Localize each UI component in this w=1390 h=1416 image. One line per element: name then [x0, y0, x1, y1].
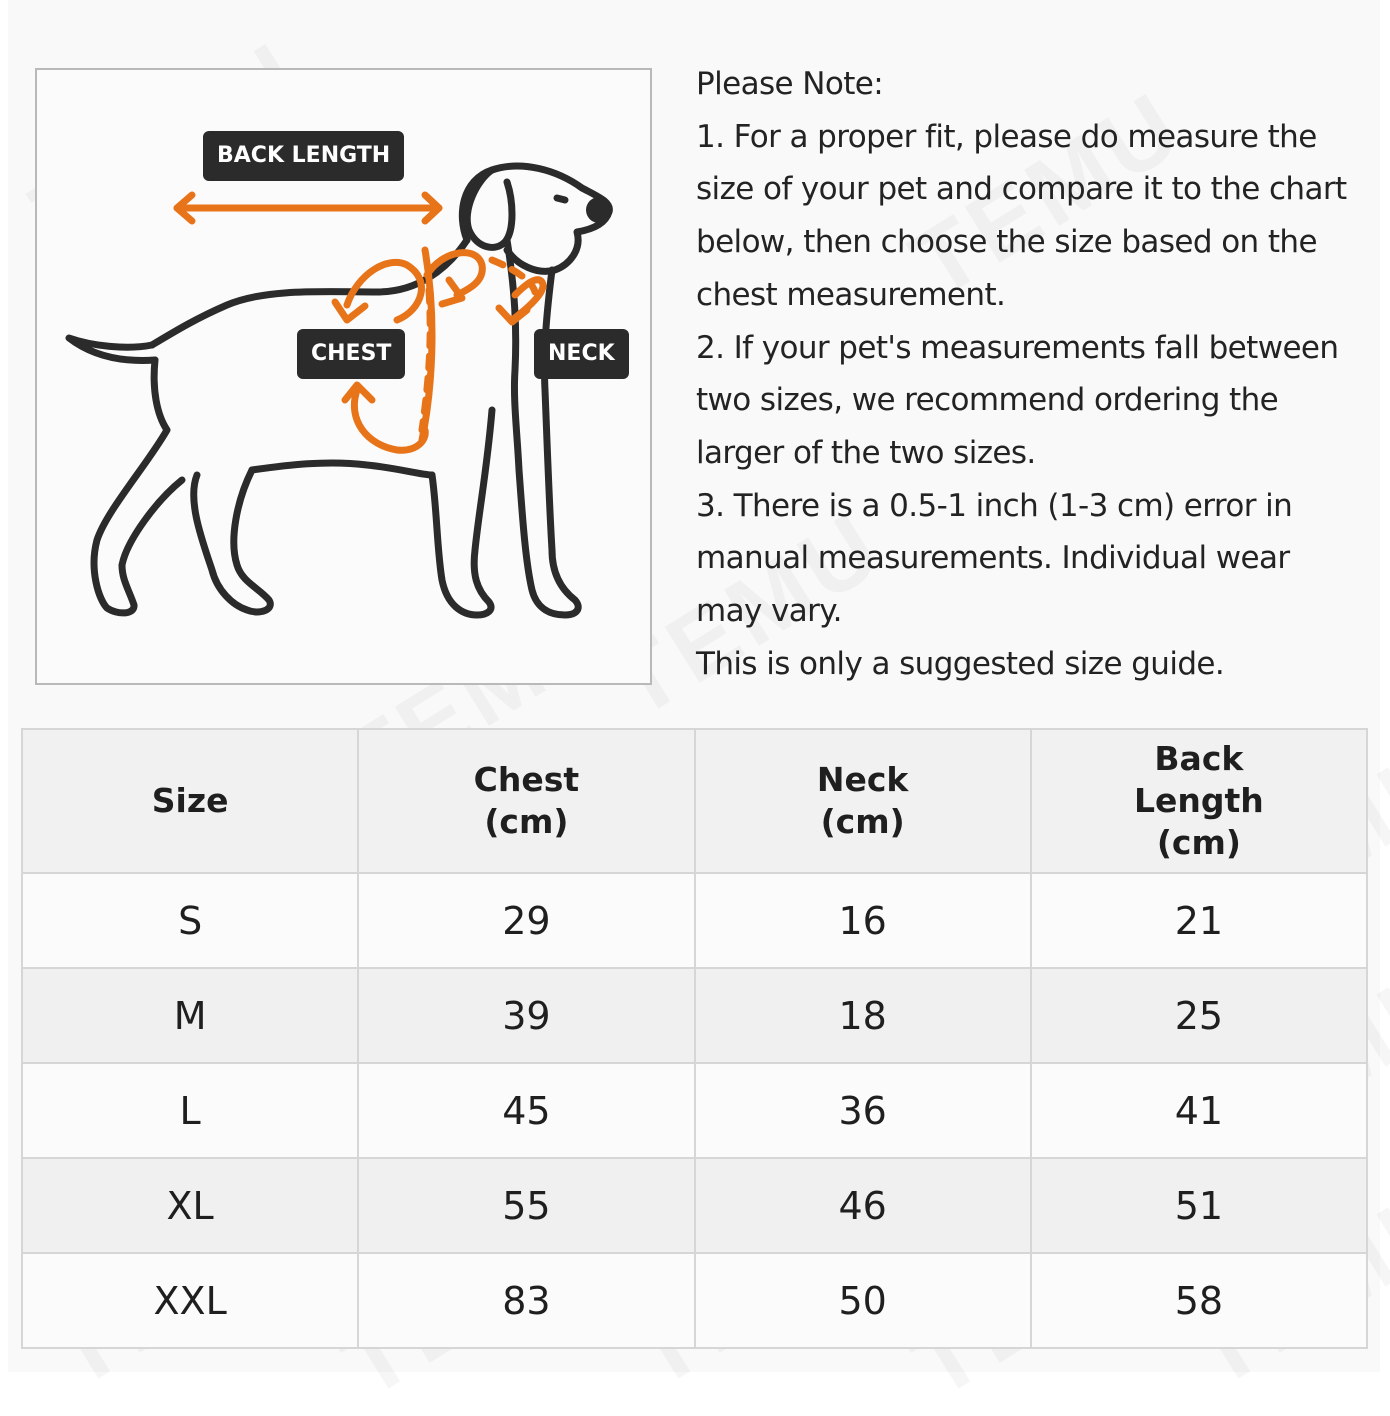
header-text: Back: [1154, 739, 1244, 778]
back-length-label: BACK LENGTH: [203, 131, 404, 181]
cell-chest: 45: [358, 1063, 694, 1158]
cell-neck: 16: [695, 873, 1031, 968]
notes-line: below, then choose the size based on the: [696, 224, 1317, 261]
table-row: [22, 1063, 1367, 1158]
cell-neck: 50: [695, 1253, 1031, 1348]
notes-line: size of your pet and compare it to the chart: [696, 171, 1347, 208]
notes-line: This is only a suggested size guide.: [696, 645, 1225, 682]
header-size: [22, 729, 358, 873]
cell-size: XL: [22, 1158, 358, 1253]
cell-neck: 18: [695, 968, 1031, 1063]
cell-neck: 36: [695, 1063, 1031, 1158]
chest-label: CHEST: [297, 329, 405, 379]
header-back-length: [1031, 729, 1367, 873]
neck-label: NECK: [534, 329, 629, 379]
header-unit: (cm): [1156, 823, 1241, 862]
cell-back-length: 58: [1031, 1253, 1367, 1348]
cell-size: M: [22, 968, 358, 1063]
notes-line: chest measurement.: [696, 276, 1006, 313]
notes-line: two sizes, we recommend ordering the: [696, 382, 1279, 419]
header-chest: [358, 729, 694, 873]
cell-size: S: [22, 873, 358, 968]
table-header-row: [22, 729, 1367, 873]
cell-chest: 55: [358, 1158, 694, 1253]
cell-chest: 39: [358, 968, 694, 1063]
table-row: [22, 873, 1367, 968]
notes-line: manual measurements. Individual wear: [696, 540, 1290, 577]
cell-chest: 83: [358, 1253, 694, 1348]
size-notes: [696, 58, 1376, 690]
notes-line: 3. There is a 0.5-1 inch (1-3 cm) error in: [696, 487, 1293, 524]
header-unit: (cm): [820, 802, 905, 841]
header-text: Length: [1133, 781, 1264, 820]
cell-back-length: 51: [1031, 1158, 1367, 1253]
table-row: [22, 1158, 1367, 1253]
header-text: Size: [151, 781, 229, 820]
notes-line: 2. If your pet's measurements fall between: [696, 329, 1339, 366]
notes-heading: Please Note:: [696, 66, 884, 102]
cell-size: L: [22, 1063, 358, 1158]
notes-line: may vary.: [696, 593, 842, 630]
cell-back-length: 41: [1031, 1063, 1367, 1158]
header-unit: (cm): [484, 802, 569, 841]
cell-back-length: 21: [1031, 873, 1367, 968]
table-row: [22, 1253, 1367, 1348]
table-row: [22, 968, 1367, 1063]
header-text: Chest: [473, 760, 580, 799]
dog-measurement-diagram: [35, 68, 652, 685]
header-neck: [695, 729, 1031, 873]
cell-size: XXL: [22, 1253, 358, 1348]
notes-line: 1. For a proper fit, please do measure the: [696, 118, 1317, 155]
cell-back-length: 25: [1031, 968, 1367, 1063]
header-text: Neck: [816, 760, 909, 799]
notes-line: larger of the two sizes.: [696, 434, 1036, 471]
cell-neck: 46: [695, 1158, 1031, 1253]
cell-chest: 29: [358, 873, 694, 968]
size-chart-table: [21, 728, 1368, 1349]
